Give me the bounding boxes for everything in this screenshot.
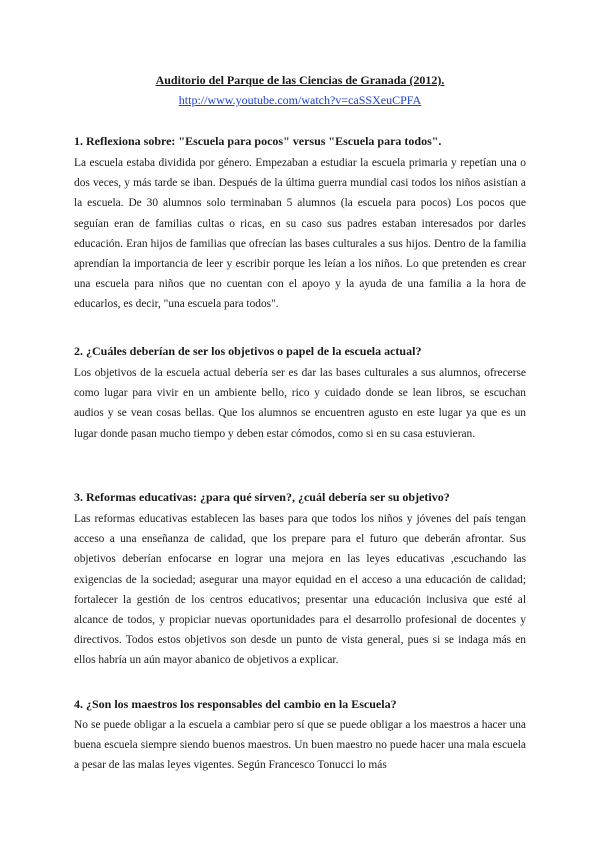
section-3-heading: 3. Reformas educativas: ¿para qué sirven?, ¿cuál debería ser su objetivo?	[74, 490, 450, 504]
section-1-heading: 1. Reflexiona sobre: "Escuela para pocos" versus "Escuela para todos".	[74, 134, 442, 148]
section-2-heading: 2. ¿Cuáles deberían de ser los objetivos o papel de la escuela actual?	[74, 344, 422, 358]
video-link[interactable]: http://www.youtube.com/watch?v=caSSXeuCPFA	[178, 93, 422, 107]
section-4-body: No se puede obligar a la escuela a cambiar pero sí que se puede obligar a los maestros a hacer una buena escuela siempre siendo buenos maestros. Un buen maestro no puede hacer una mala escuela a pesar de las malas leyes vigentes. Según Francesco Tonucci lo más	[74, 719, 526, 772]
section-4-heading: 4. ¿Son los maestros los responsables del cambio en la Escuela?	[74, 697, 397, 711]
document-title: Auditorio del Parque de las Ciencias de Granada (2012).	[155, 73, 445, 87]
section-1-body: La escuela estaba dividida por género. Empezaban a estudiar la escuela primaria y repetían una o dos veces, y más tarde se iban. Después de la última guerra mundial casi todos los niños asistían a la escuela. De 30 alumnos solo terminaban 5 alumnos (la escuela para pocos) Los pocos que seguían eran de familias cultas o ricas, en su caso sus padres estaban interesados por darles educación. Eran hijos de familias que ofrecían las bases culturales a sus hijos. Dentro de la familia aprendían la importancia de leer y escribir porque les leían a los niños. Lo que pretenden es crear una escuela para niños que no cuentan con el apoyo y la ayuda de una familia a la hora de educarlos, es decir, "una escuela para todos".	[74, 157, 526, 311]
section-3-body: Las reformas educativas establecen las bases para que todos los niños y jóvenes del país tengan acceso a una enseñanza de calidad, que los prepare para el futuro que deberán afrontar. Sus objetivos deberían enfocarse en lograr una mejora en las leyes educativas ,escuchando las exigencias de la sociedad; asegurar una mayor equidad en el acceso a una educación de calidad; fortalecer la gestión de los centros educativos; presentar una educación inclusiva que esté al alcance de todos, y propiciar nuevas oportunidades para el desarrollo profesional de docentes y directivos. Todos estos objetivos son desde un punto de vista general, pues si se indaga más en ellos habría un aún mayor abanico de objetivos a explicar.	[74, 513, 526, 667]
section-2-body: Los objetivos de la escuela actual debería ser es dar las bases culturales a sus alumnos, ofrecerse como lugar para vivir en un ambiente bello, rico y cuidado donde se lean libros, se escuchan audios y se vean cosas bellas. Que los alumnos se encuentren agusto en este lugar ya que es un lugar donde pasan mucho tiempo y deben estar cómodos, como si en su casa estuvieran.	[74, 367, 526, 440]
